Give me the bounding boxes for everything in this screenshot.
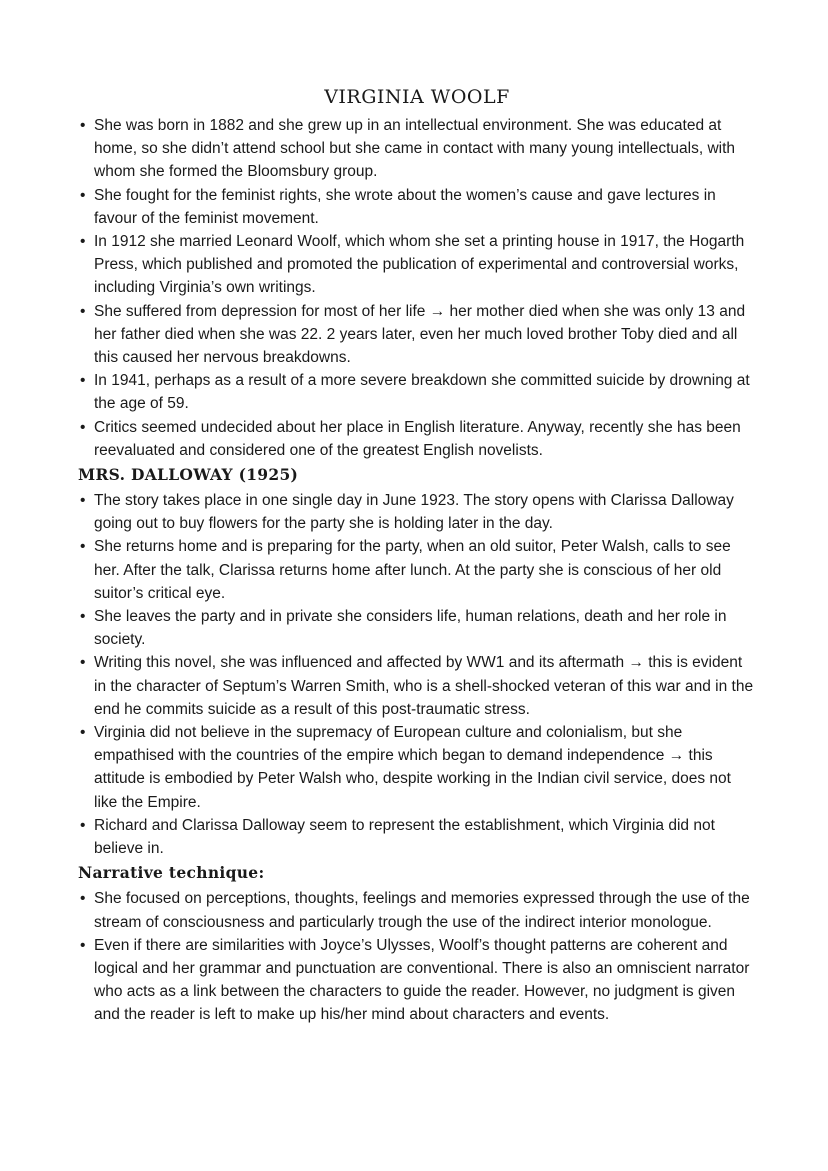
dalloway-list [78, 489, 756, 860]
bullet-icon: • [80, 117, 86, 134]
list-item-text: Richard and Clarissa Dalloway seem to represent the establishment, which Virginia did not believe in. [94, 816, 715, 858]
list-item-text: She returns home and is preparing for the party, when an old suitor, Peter Walsh, calls to see her. After the talk, Clarissa returns home after lunch. At the party she is conscious of her old suitor’s critical eye. [94, 538, 731, 602]
bullet-icon: • [80, 654, 86, 672]
list-item [78, 535, 756, 605]
bullet-icon: • [80, 372, 86, 390]
list-item [78, 721, 756, 814]
bullet-icon: • [80, 538, 86, 556]
list-item [78, 605, 756, 651]
list-item [78, 114, 756, 184]
bullet-icon: • [80, 233, 86, 251]
list-item [78, 230, 756, 300]
list-item-text: She fought for the feminist rights, she wrote about the women’s cause and gave lectures in favour of the feminist movement. [94, 186, 716, 227]
list-item [78, 814, 756, 860]
bullet-icon: • [80, 186, 86, 204]
technique-list [78, 887, 756, 1026]
list-item-text: She was born in 1882 and she grew up in an intellectual environment. She was educated at home, so she didn’t attend school but she came in contact with many young intellectuals, with whom she formed the Bloomsbury group. [94, 117, 736, 181]
list-item-text: Critics seemed undecided about her place in English literature. Anyway, recently she has been reevaluated and considered one of the greatest English novelists. [94, 418, 741, 459]
section-heading-technique: Narrative technique: [78, 863, 265, 883]
list-item-text: In 1912 she married Leonard Woolf, which whom she set a printing house in 1917, the Hogarth Press, which published and promoted the publication of experimental and controversial works, including Virginia’s own writings. [94, 233, 745, 297]
list-item-text: She leaves the party and in private she considers life, human relations, death and her role in society. [94, 608, 727, 649]
bullet-icon: • [80, 608, 86, 626]
page-title: VIRGINIA WOOLF [324, 86, 510, 108]
list-item-text: Virginia did not believe in the supremacy of European culture and colonialism, but she empathised with the countries of the empire which began to demand independence → this attitude is embodied by Peter Walsh who, despite working in the Indian civil service, does not like the Empire. [94, 724, 731, 811]
list-item [78, 651, 756, 721]
bullet-icon: • [80, 936, 86, 954]
list-item [78, 369, 756, 415]
list-item [78, 416, 756, 462]
list-item-text: Writing this novel, she was influenced and affected by WW1 and its aftermath → this is evident in the character of Septum’s Warren Smith, who is a shell-shocked veteran of this war and in the end he commits suicide as a result of this post-traumatic stress. [94, 654, 754, 718]
list-item-text: Even if there are similarities with Joyce’s Ulysses, Woolf’s thought patterns are coherent and logical and her grammar and punctuation are conventional. There is also an omniscient narrator who acts as a link between the characters to guide the reader. However, no judgment is given and the reader is left to make up his/her mind about characters and events. [94, 936, 750, 1024]
list-item-text: The story takes place in one single day in June 1923. The story opens with Clarissa Dalloway going out to buy flowers for the party she is holding later in the day. [94, 492, 734, 533]
list-item [78, 934, 756, 1027]
bullet-icon: • [80, 890, 86, 908]
bullet-icon: • [80, 418, 86, 436]
list-item [78, 887, 756, 933]
list-item [78, 300, 756, 370]
bullet-icon: • [80, 492, 86, 510]
list-item-text: In 1941, perhaps as a result of a more severe breakdown she committed suicide by drowning at the age of 59. [94, 372, 750, 413]
list-item-text: She suffered from depression for most of her life → her mother died when she was only 13 and her father died when she was 22. 2 years later, even her much loved brother Toby died and all this caused her nervous breakdowns. [94, 302, 746, 367]
list-item [78, 184, 756, 230]
biography-list [78, 114, 756, 462]
list-item-text: She focused on perceptions, thoughts, feelings and memories expressed through the use of the stream of consciousness and particularly trough the use of the indirect interior monologue. [94, 890, 750, 931]
bullet-icon: • [80, 724, 86, 742]
bullet-icon: • [80, 302, 86, 320]
bullet-icon: • [80, 816, 86, 834]
list-item [78, 489, 756, 535]
section-heading-dalloway: MRS. DALLOWAY (1925) [78, 465, 299, 485]
